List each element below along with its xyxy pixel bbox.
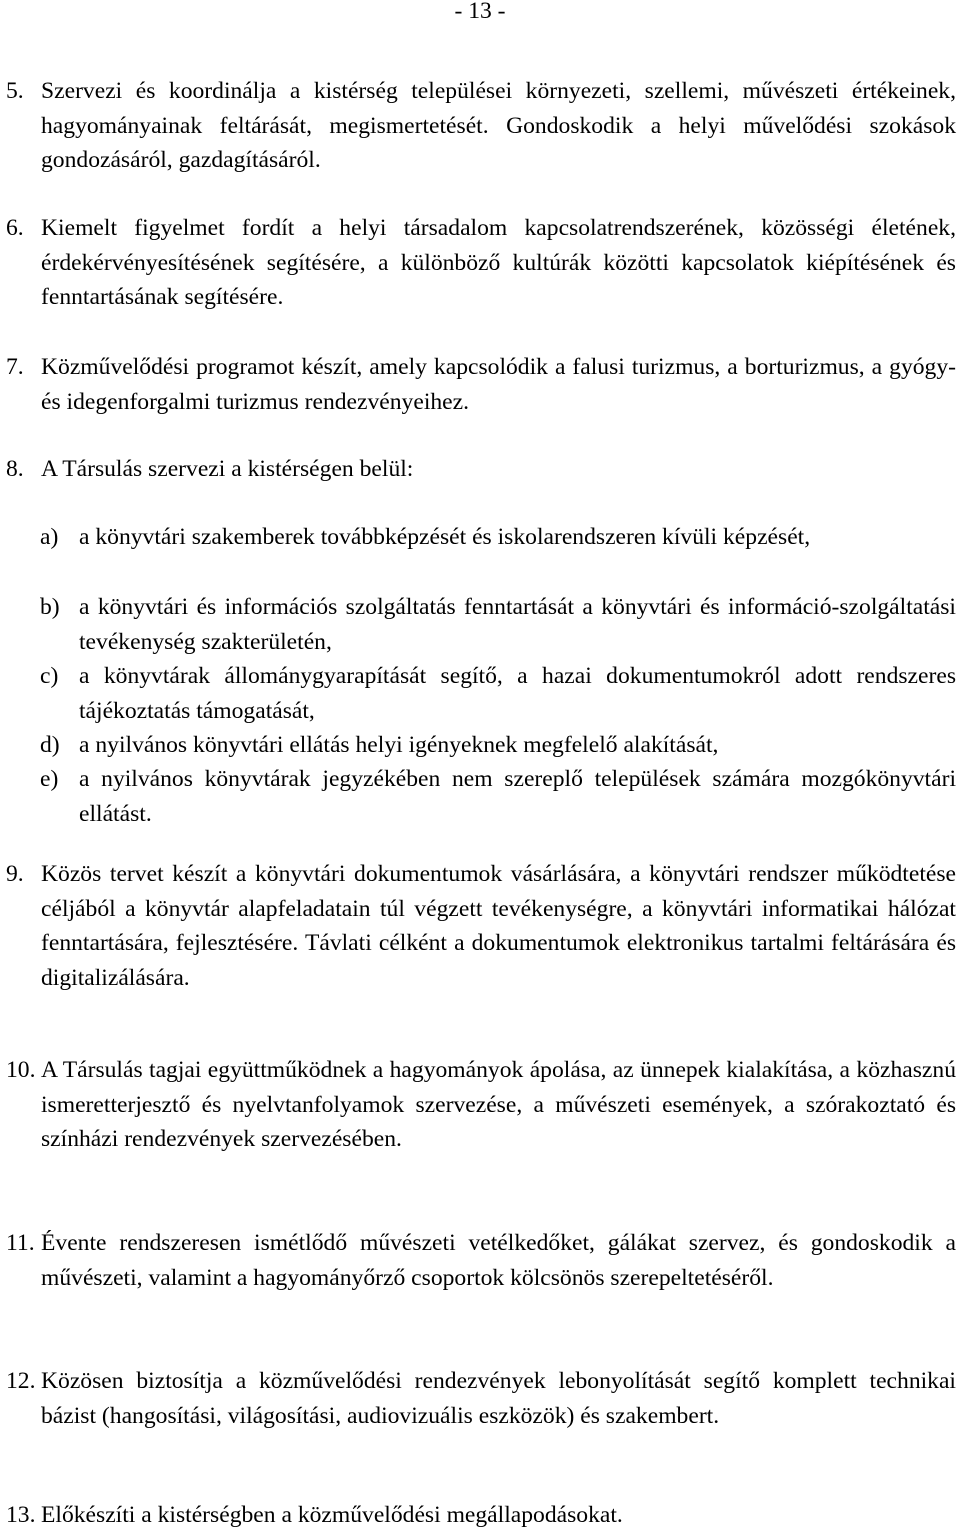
paragraph-number: 13.: [6, 1502, 36, 1528]
subitem-text: a könyvtári szakemberek továbbképzését és iskolarendszeren kívüli képzését,: [79, 524, 811, 550]
paragraph-number: 5.: [6, 78, 24, 104]
paragraph-number: 6.: [6, 215, 24, 241]
paragraph-11: [6, 1226, 956, 1295]
paragraph-text: Évente rendszeresen ismétlődő művészeti vetélkedőket, gálákat szervez, és gondoskodik a művészeti, valamint a hagyományőrző csoportok kölcsönös szerepeltetéséről.: [41, 1230, 956, 1291]
paragraph-7: [6, 350, 956, 419]
subitem-text: a könyvtárak állománygyarapítását segítő, a hazai dokumentumokról adott rendszeres tájékoztatás támogatását,: [79, 663, 956, 724]
paragraph-12: [6, 1364, 956, 1433]
subitem-d: [6, 728, 956, 763]
subitem-text: a nyilvános könyvtári ellátás helyi igényeknek megfelelő alakítását,: [79, 732, 719, 758]
subitem-text: a nyilvános könyvtárak jegyzékében nem szereplő települések számára mozgókönyvtári ellátást.: [79, 766, 956, 827]
paragraph-text: Közösen biztosítja a közművelődési rendezvények lebonyolítását segítő komplett technikai bázist (hangosítási, világosítási, audiovizuális eszközök) és szakembert.: [41, 1368, 956, 1429]
paragraph-text: A Társulás tagjai együttműködnek a hagyományok ápolása, az ünnepek kialakítása, a közhasznú ismeretterjesztő és nyelvtanfolyamok szervezése, a művészeti események, a szórakoztató és színházi rendezvények szervezésében.: [41, 1057, 956, 1153]
paragraph-text: A Társulás szervezi a kistérségen belül:: [41, 456, 414, 482]
paragraph-8: [6, 452, 956, 487]
paragraph-5: [6, 74, 956, 178]
subitem-a: [6, 520, 956, 555]
subitem-letter: c): [40, 663, 59, 689]
paragraph-9: [6, 857, 956, 995]
paragraph-number: 11.: [6, 1230, 35, 1256]
paragraph-text: Közös tervet készít a könyvtári dokumentumok vásárlására, a könyvtári rendszer működtetése céljából a könyvtár alapfeladatain túl végzett tevékenységre, a könyvtári informatikai hálózat fenntartására, fejlesztésére. Távlati célként a dokumentumok elektronikus tartalmi feltárására és digitalizálására.: [41, 861, 956, 991]
subitem-letter: d): [40, 732, 60, 758]
subitem-letter: e): [40, 766, 59, 792]
page-number: - 13 -: [454, 0, 506, 24]
paragraph-text: Szervezi és koordinálja a kistérség települései környezeti, szellemi, művészeti értékeinek, hagyományainak feltárását, megismertetését. Gondoskodik a helyi művelődési szokások gondozásáról, gazdagításáról.: [41, 78, 956, 174]
paragraph-13: [6, 1498, 956, 1533]
paragraph-number: 7.: [6, 354, 24, 380]
subitem-b: [6, 590, 956, 659]
subitem-letter: b): [40, 594, 60, 620]
paragraph-number: 10.: [6, 1057, 36, 1083]
subitem-text: a könyvtári és információs szolgáltatás fenntartását a könyvtári és információ-szolgáltatási tevékenység szakterületén,: [79, 594, 956, 655]
subitem-c: [6, 659, 956, 728]
paragraph-10: [6, 1053, 956, 1157]
subitem-letter: a): [40, 524, 59, 550]
paragraph-text: Közművelődési programot készít, amely kapcsolódik a falusi turizmus, a borturizmus, a gyógy- és idegenforgalmi turizmus rendezvényeihez.: [41, 354, 956, 415]
paragraph-text: Kiemelt figyelmet fordít a helyi társadalom kapcsolatrendszerének, közösségi életének, érdekérvényesítésének segítésére, a különböző kultúrák közötti kapcsolatok kiépítésének és fenntartásának segítésére.: [41, 215, 956, 311]
subitem-e: [6, 762, 956, 831]
paragraph-number: 8.: [6, 456, 24, 482]
paragraph-number: 12.: [6, 1368, 36, 1394]
paragraph-text: Előkészíti a kistérségben a közművelődési megállapodásokat.: [41, 1502, 623, 1528]
paragraph-6: [6, 211, 956, 315]
paragraph-number: 9.: [6, 861, 24, 887]
